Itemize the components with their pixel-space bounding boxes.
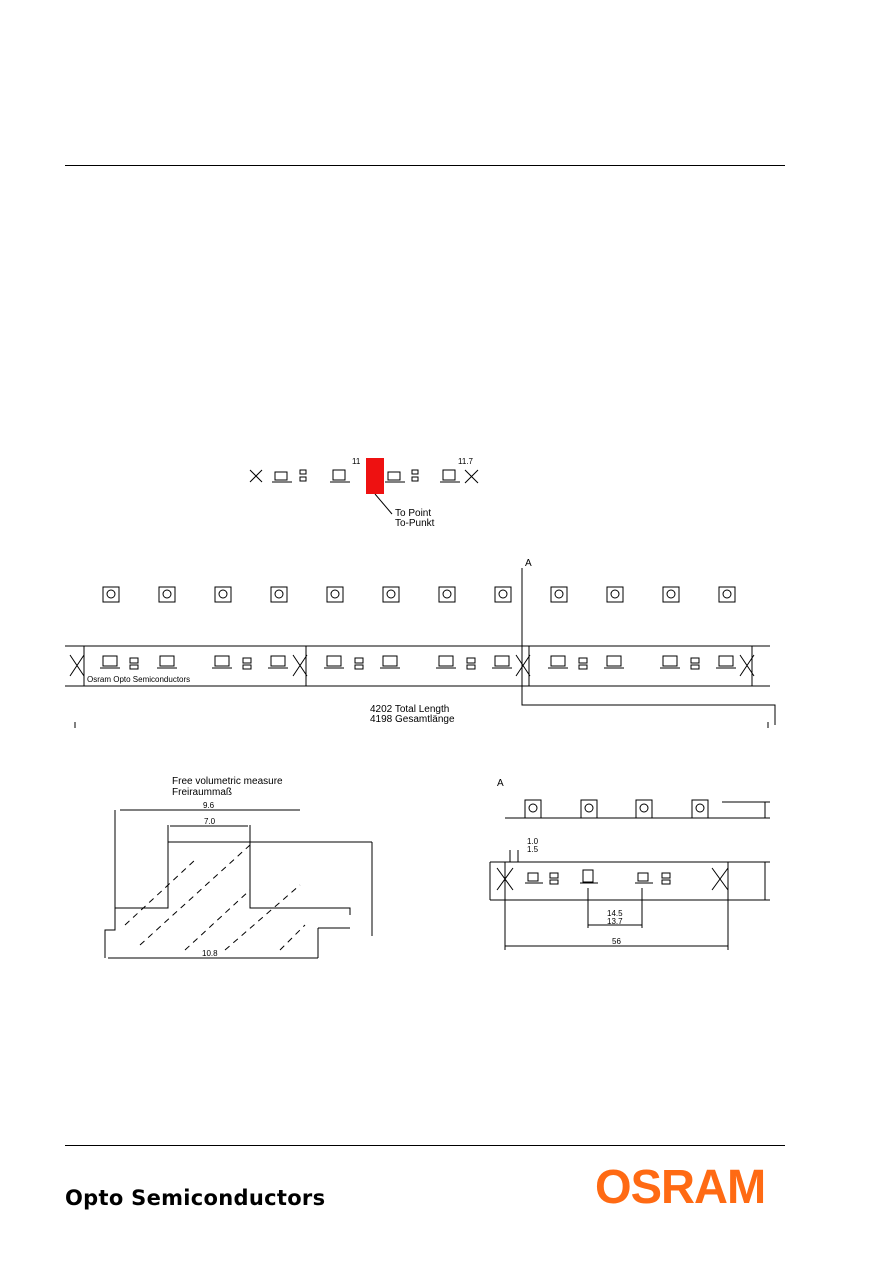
dim-pitch-1: 14.5 — [607, 909, 623, 918]
volume-title-de: Freiraummaß — [172, 787, 233, 798]
dim-bottom: 10.8 — [202, 949, 218, 958]
section-marker-a: A — [525, 558, 532, 569]
detail-section-marker: A — [497, 778, 504, 789]
dim-hole-2: 1.5 — [527, 845, 539, 854]
osram-logo: OSRAM — [595, 1161, 766, 1214]
dim-top: 9.6 — [203, 801, 215, 810]
callout-to-punkt: To-Punkt — [395, 518, 435, 529]
total-length-en: 4202 Total Length — [370, 704, 450, 715]
dim-inner: 7.0 — [204, 817, 216, 826]
svg-text:11: 11 — [352, 457, 361, 466]
volume-title-en: Free volumetric measure — [172, 776, 283, 787]
total-length-de: 4198 Gesamtlänge — [370, 714, 455, 725]
tape-marking: Osram Opto Semiconductors — [87, 675, 191, 684]
callout-to-point: To Point — [395, 508, 432, 519]
company-name: Opto Semiconductors — [65, 1186, 326, 1210]
footer-rule — [65, 1145, 785, 1146]
dim-pitch-2: 13.7 — [607, 917, 623, 926]
dim-hole-1: 1.0 — [527, 837, 539, 846]
svg-text:11.7: 11.7 — [458, 457, 473, 466]
dim-total: 56 — [612, 937, 621, 946]
